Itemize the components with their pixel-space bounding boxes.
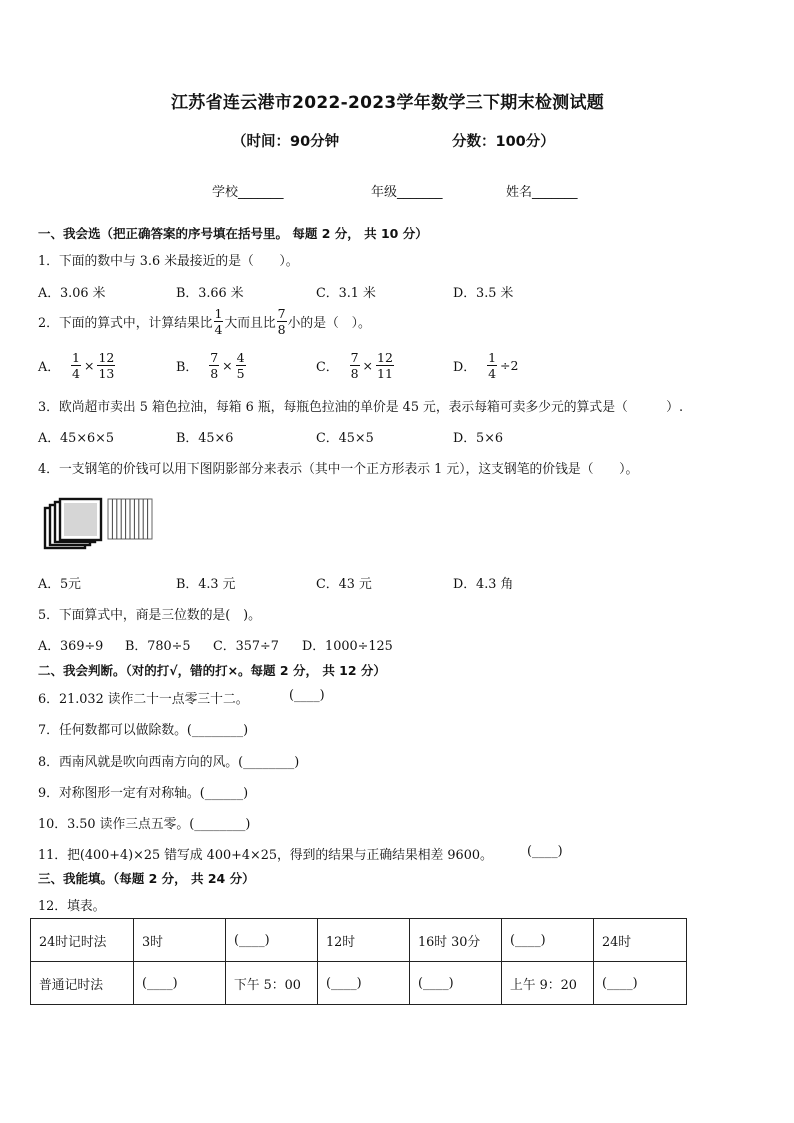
table-row bbox=[31, 919, 687, 962]
q1-option-b: B．3.66 米 bbox=[176, 286, 244, 301]
fraction-denominator: 8 bbox=[210, 366, 219, 381]
question-4: 4．一支钢笔的价钱可以用下图阴影部分来表示（其中一个正方形表示 1 元），这支钢笔的价钱是（ ）。 bbox=[38, 462, 639, 477]
fraction-numerator: 1 bbox=[72, 350, 80, 365]
section-1-heading: 一、我会选（把正确答案的序号填在括号里。 每题 2 分， 共 10 分） bbox=[38, 226, 428, 241]
question-8: 8．西南风就是吹向西南方向的风。(________) bbox=[38, 755, 300, 770]
fraction-numerator: 4 bbox=[236, 350, 245, 365]
option-label: B． bbox=[176, 360, 199, 375]
table-cell: 16时 30分 bbox=[410, 919, 502, 962]
q1-option-d: D．3.5 米 bbox=[453, 286, 514, 301]
table-cell-blank[interactable]: (____) bbox=[410, 962, 502, 1005]
operator: × bbox=[222, 358, 233, 373]
q2-text-pre: 2．下面的算式中，计算结果比 bbox=[38, 316, 213, 331]
fraction bbox=[97, 350, 115, 381]
question-12: 12．填表。 bbox=[38, 899, 106, 914]
operator: ÷2 bbox=[500, 358, 519, 373]
total-score: 分数：100分） bbox=[452, 134, 555, 150]
fraction-denominator: 8 bbox=[350, 366, 359, 381]
section-3-heading: 三、我能填。（每题 2 分， 共 24 分） bbox=[38, 871, 255, 886]
option-label: C． bbox=[316, 360, 339, 375]
table-cell: 下午 5：00 bbox=[226, 962, 318, 1005]
time-limit: （时间：90分钟 bbox=[232, 134, 340, 150]
question-9: 9．对称图形一定有对称轴。(______) bbox=[38, 786, 249, 801]
q2-option-c bbox=[316, 350, 395, 381]
fraction-denominator: 11 bbox=[377, 366, 393, 381]
stacked-squares bbox=[45, 499, 101, 548]
question-1: 1．下面的数中与 3.6 米最接近的是（ ）。 bbox=[38, 254, 299, 269]
time-conversion-table bbox=[30, 918, 687, 1005]
question-10: 10．3.50 读作三点五零。(________) bbox=[38, 817, 251, 832]
table-cell: 12时 bbox=[318, 919, 410, 962]
q1-option-c: C．3.1 米 bbox=[316, 286, 376, 301]
fraction-numerator: 7 bbox=[350, 350, 359, 365]
option-label: D． bbox=[453, 360, 477, 375]
question-5: 5．下面算式中，商是三位数的是( )。 bbox=[38, 608, 261, 623]
fraction-numerator: 1 bbox=[488, 350, 497, 365]
fraction-numerator: 1 bbox=[214, 306, 223, 321]
grade-field: 年级_______ bbox=[371, 185, 443, 200]
question-2 bbox=[38, 306, 371, 337]
table-row bbox=[31, 962, 687, 1005]
q3-option-a: A．45×6×5 bbox=[38, 431, 115, 446]
name-field: 姓名_______ bbox=[506, 185, 578, 200]
fraction-numerator: 7 bbox=[210, 350, 219, 365]
fraction bbox=[209, 350, 219, 381]
row-header-12h: 普通记时法 bbox=[31, 962, 134, 1005]
fraction bbox=[376, 350, 394, 381]
table-cell-blank[interactable]: (____) bbox=[318, 962, 410, 1005]
table-cell-blank[interactable]: (____) bbox=[226, 919, 318, 962]
table-cell: 24时 bbox=[594, 919, 687, 962]
table-cell-blank[interactable]: (____) bbox=[502, 919, 594, 962]
table-cell: 3时 bbox=[134, 919, 226, 962]
school-field: 学校_______ bbox=[212, 185, 284, 200]
page-title: 江苏省连云港市2022-2023学年数学三下期末检测试题 bbox=[171, 93, 605, 113]
fraction-denominator: 5 bbox=[236, 366, 245, 381]
q5-option-a: A．369÷9 bbox=[38, 639, 104, 654]
q3-option-b: B．45×6 bbox=[176, 431, 234, 446]
q5-option-d: D．1000÷125 bbox=[302, 639, 393, 654]
fraction-numerator: 7 bbox=[277, 306, 286, 321]
q3-option-c: C．45×5 bbox=[316, 431, 374, 446]
q5-option-b: B．780÷5 bbox=[125, 639, 191, 654]
q1-option-a: A．3.06 米 bbox=[38, 286, 106, 301]
q2-option-d bbox=[453, 350, 520, 381]
fraction-one-quarter bbox=[214, 306, 224, 337]
fraction bbox=[71, 350, 81, 381]
answer-blank[interactable]: (____) bbox=[289, 688, 325, 703]
operator: × bbox=[362, 358, 374, 373]
option-label: A． bbox=[38, 360, 61, 375]
q2-text-post: 小的是（ ）。 bbox=[287, 316, 371, 331]
tenth-strips bbox=[108, 499, 152, 539]
fraction-denominator: 4 bbox=[214, 322, 223, 337]
fraction-denominator: 13 bbox=[98, 366, 115, 381]
q4-option-d: D．4.3 角 bbox=[453, 577, 514, 592]
q4-option-c: C．43 元 bbox=[316, 577, 372, 592]
fraction bbox=[487, 350, 497, 381]
row-header-24h: 24时记时法 bbox=[31, 919, 134, 962]
question-11: 11．把(400+4)×25 错写成 400+4×25，得到的结果与正确结果相差 9600。 bbox=[38, 848, 493, 863]
fraction-numerator: 12 bbox=[377, 350, 393, 365]
table-cell: 上午 9：20 bbox=[502, 962, 594, 1005]
fraction-denominator: 8 bbox=[277, 322, 286, 337]
q2-text-mid: 大而且比 bbox=[224, 316, 276, 331]
q2-option-b bbox=[176, 350, 247, 381]
q5-option-c: C．357÷7 bbox=[213, 639, 279, 654]
operator: × bbox=[84, 358, 95, 373]
fraction-denominator: 4 bbox=[72, 366, 80, 381]
q4-option-a: A．5元 bbox=[38, 577, 81, 592]
money-squares-figure bbox=[42, 495, 162, 555]
table-cell-blank[interactable]: (____) bbox=[134, 962, 226, 1005]
section-2-heading: 二、我会判断。（对的打√，错的打×。每题 2 分， 共 12 分） bbox=[38, 663, 386, 678]
fraction bbox=[236, 350, 246, 381]
q3-option-d: D．5×6 bbox=[453, 431, 504, 446]
question-6: 6．21.032 读作二十一点零三十二。 bbox=[38, 692, 249, 707]
question-3: 3．欧尚超市卖出 5 箱色拉油，每箱 6 瓶，每瓶色拉油的单价是 45 元，表示每箱可卖多少元的算式是（ ）. bbox=[38, 400, 684, 415]
question-7: 7．任何数都可以做除数。(________) bbox=[38, 723, 249, 738]
fraction bbox=[350, 350, 360, 381]
fraction-denominator: 4 bbox=[488, 366, 497, 381]
fraction-seven-eighths bbox=[277, 306, 287, 337]
answer-blank[interactable]: (____) bbox=[527, 844, 563, 859]
q2-option-a bbox=[38, 350, 116, 381]
table-cell-blank[interactable]: (____) bbox=[594, 962, 687, 1005]
fraction-numerator: 12 bbox=[98, 350, 115, 365]
q4-option-b: B．4.3 元 bbox=[176, 577, 236, 592]
